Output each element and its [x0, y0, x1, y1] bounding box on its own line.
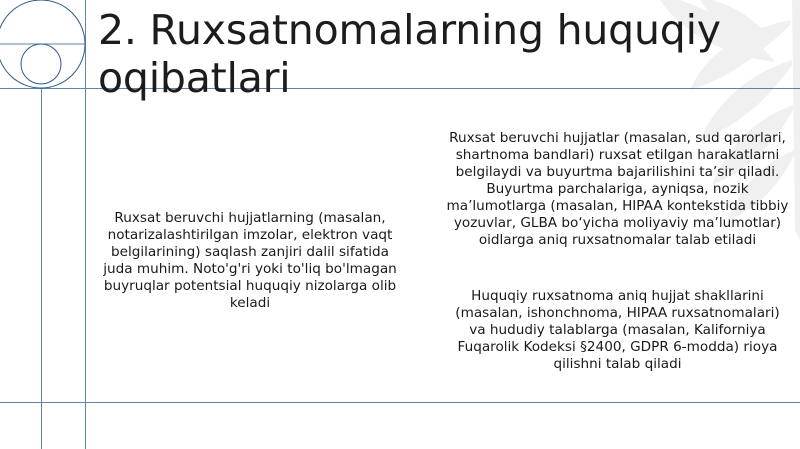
right-paragraph-2: Huquqiy ruxsatnoma aniq hujjat shakllarini (masalan, ishonchnoma, HIPAA ruxsatnomalari) va hududiy talablarga (masalan, Kaliforniya Fuqarolik Kodeksi §2400, GDPR 6-modda) rioya qilishni talab qiladi	[455, 288, 780, 372]
left-paragraph: Ruxsat beruvchi hujjatlarning (masalan, notarizalashtirilgan imzolar, elektron vaqt belgilarining) saqlash zanjiri dalil sifatida juda muhim. Noto'g'ri yoki to'liq bo'lmagan buyruqlar potentsial huquqiy nizolarga olib keladi	[103, 210, 397, 311]
right-paragraph-1: Ruxsat beruvchi hujjatlar (masalan, sud qarorlari, shartnoma bandlari) ruxsat etilgan harakatlarni belgilaydi va buyurtma bajarilishini ta’sir qiladi. Buyurtma parchalariga, ayniqsa, nozik ma’lumotlarga (masalan, HIPAA kontekstida tibbiy yozuvlar, GLBA bo‘yicha moliyaviy ma’lumotlar) oidlarga aniq ruxsatnomalar talab etiladi	[446, 130, 789, 248]
slide-title: 2. Ruxsatnomalarning huquqiy oqibatlari	[98, 6, 721, 102]
